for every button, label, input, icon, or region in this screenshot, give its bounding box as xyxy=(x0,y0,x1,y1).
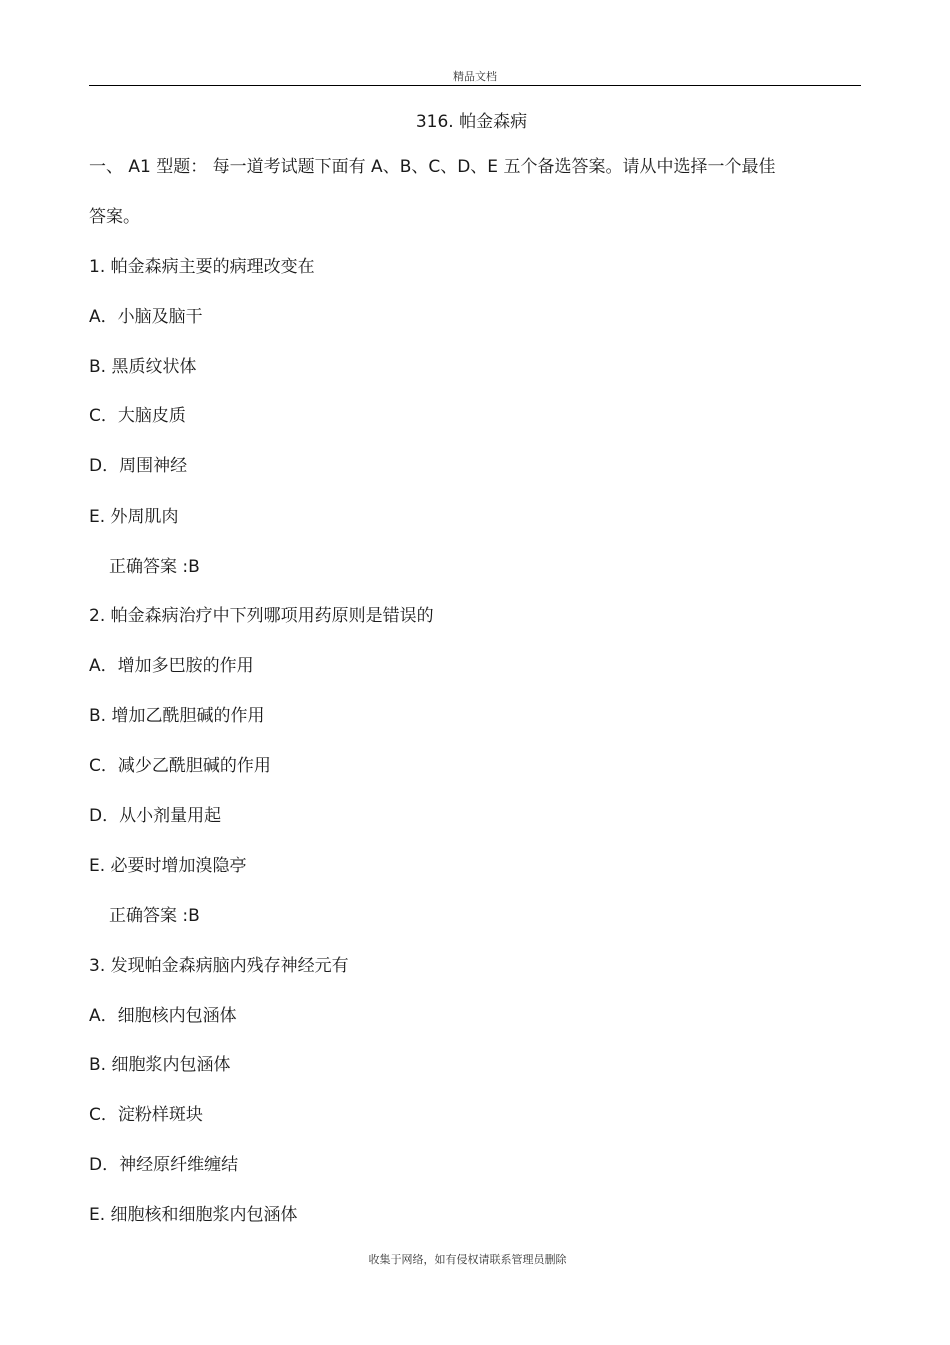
question-3-option-d: D．神经原纤维缠结 xyxy=(89,1155,239,1175)
question-2-option-d: D．从小剂量用起 xyxy=(89,806,222,826)
header-divider xyxy=(89,85,861,86)
instructions-line-1: 一、 A1 型题： 每一道考试题下面有 A、B、C、D、E 五个备选答案。请从中选择一个最佳 xyxy=(89,157,776,177)
question-3-stem: 3. 发现帕金森病脑内残存神经元有 xyxy=(89,956,349,976)
question-2-answer: 正确答案 :B xyxy=(109,906,200,926)
question-2-option-b: B. 增加乙酰胆碱的作用 xyxy=(89,706,265,726)
question-3-option-a: A．细胞核内包涵体 xyxy=(89,1006,237,1026)
question-2-option-a: A．增加多巴胺的作用 xyxy=(89,656,254,676)
instructions-line-2: 答案。 xyxy=(89,207,140,227)
question-2-stem: 2. 帕金森病治疗中下列哪项用药原则是错误的 xyxy=(89,606,434,626)
question-1-option-c: C．大脑皮质 xyxy=(89,406,186,426)
question-1-option-d: D．周围神经 xyxy=(89,456,188,476)
question-1-option-b: B. 黑质纹状体 xyxy=(89,357,197,377)
question-1-stem: 1. 帕金森病主要的病理改变在 xyxy=(89,257,315,277)
question-3-option-b: B. 细胞浆内包涵体 xyxy=(89,1055,231,1075)
question-1-option-e: E. 外周肌肉 xyxy=(89,507,179,527)
question-1-option-a: A．小脑及脑干 xyxy=(89,307,203,327)
document-title: 316. 帕金森病 xyxy=(415,112,528,132)
page-header: 精品文档 xyxy=(453,70,497,83)
question-3-option-e: E. 细胞核和细胞浆内包涵体 xyxy=(89,1205,298,1225)
question-2-option-e: E. 必要时增加溴隐亭 xyxy=(89,856,247,876)
question-2-option-c: C．减少乙酰胆碱的作用 xyxy=(89,756,271,776)
question-1-answer: 正确答案 :B xyxy=(109,557,200,577)
question-3-option-c: C．淀粉样斑块 xyxy=(89,1105,203,1125)
page-footer: 收集于网络，如有侵权请联系管理员删除 xyxy=(368,1253,567,1266)
